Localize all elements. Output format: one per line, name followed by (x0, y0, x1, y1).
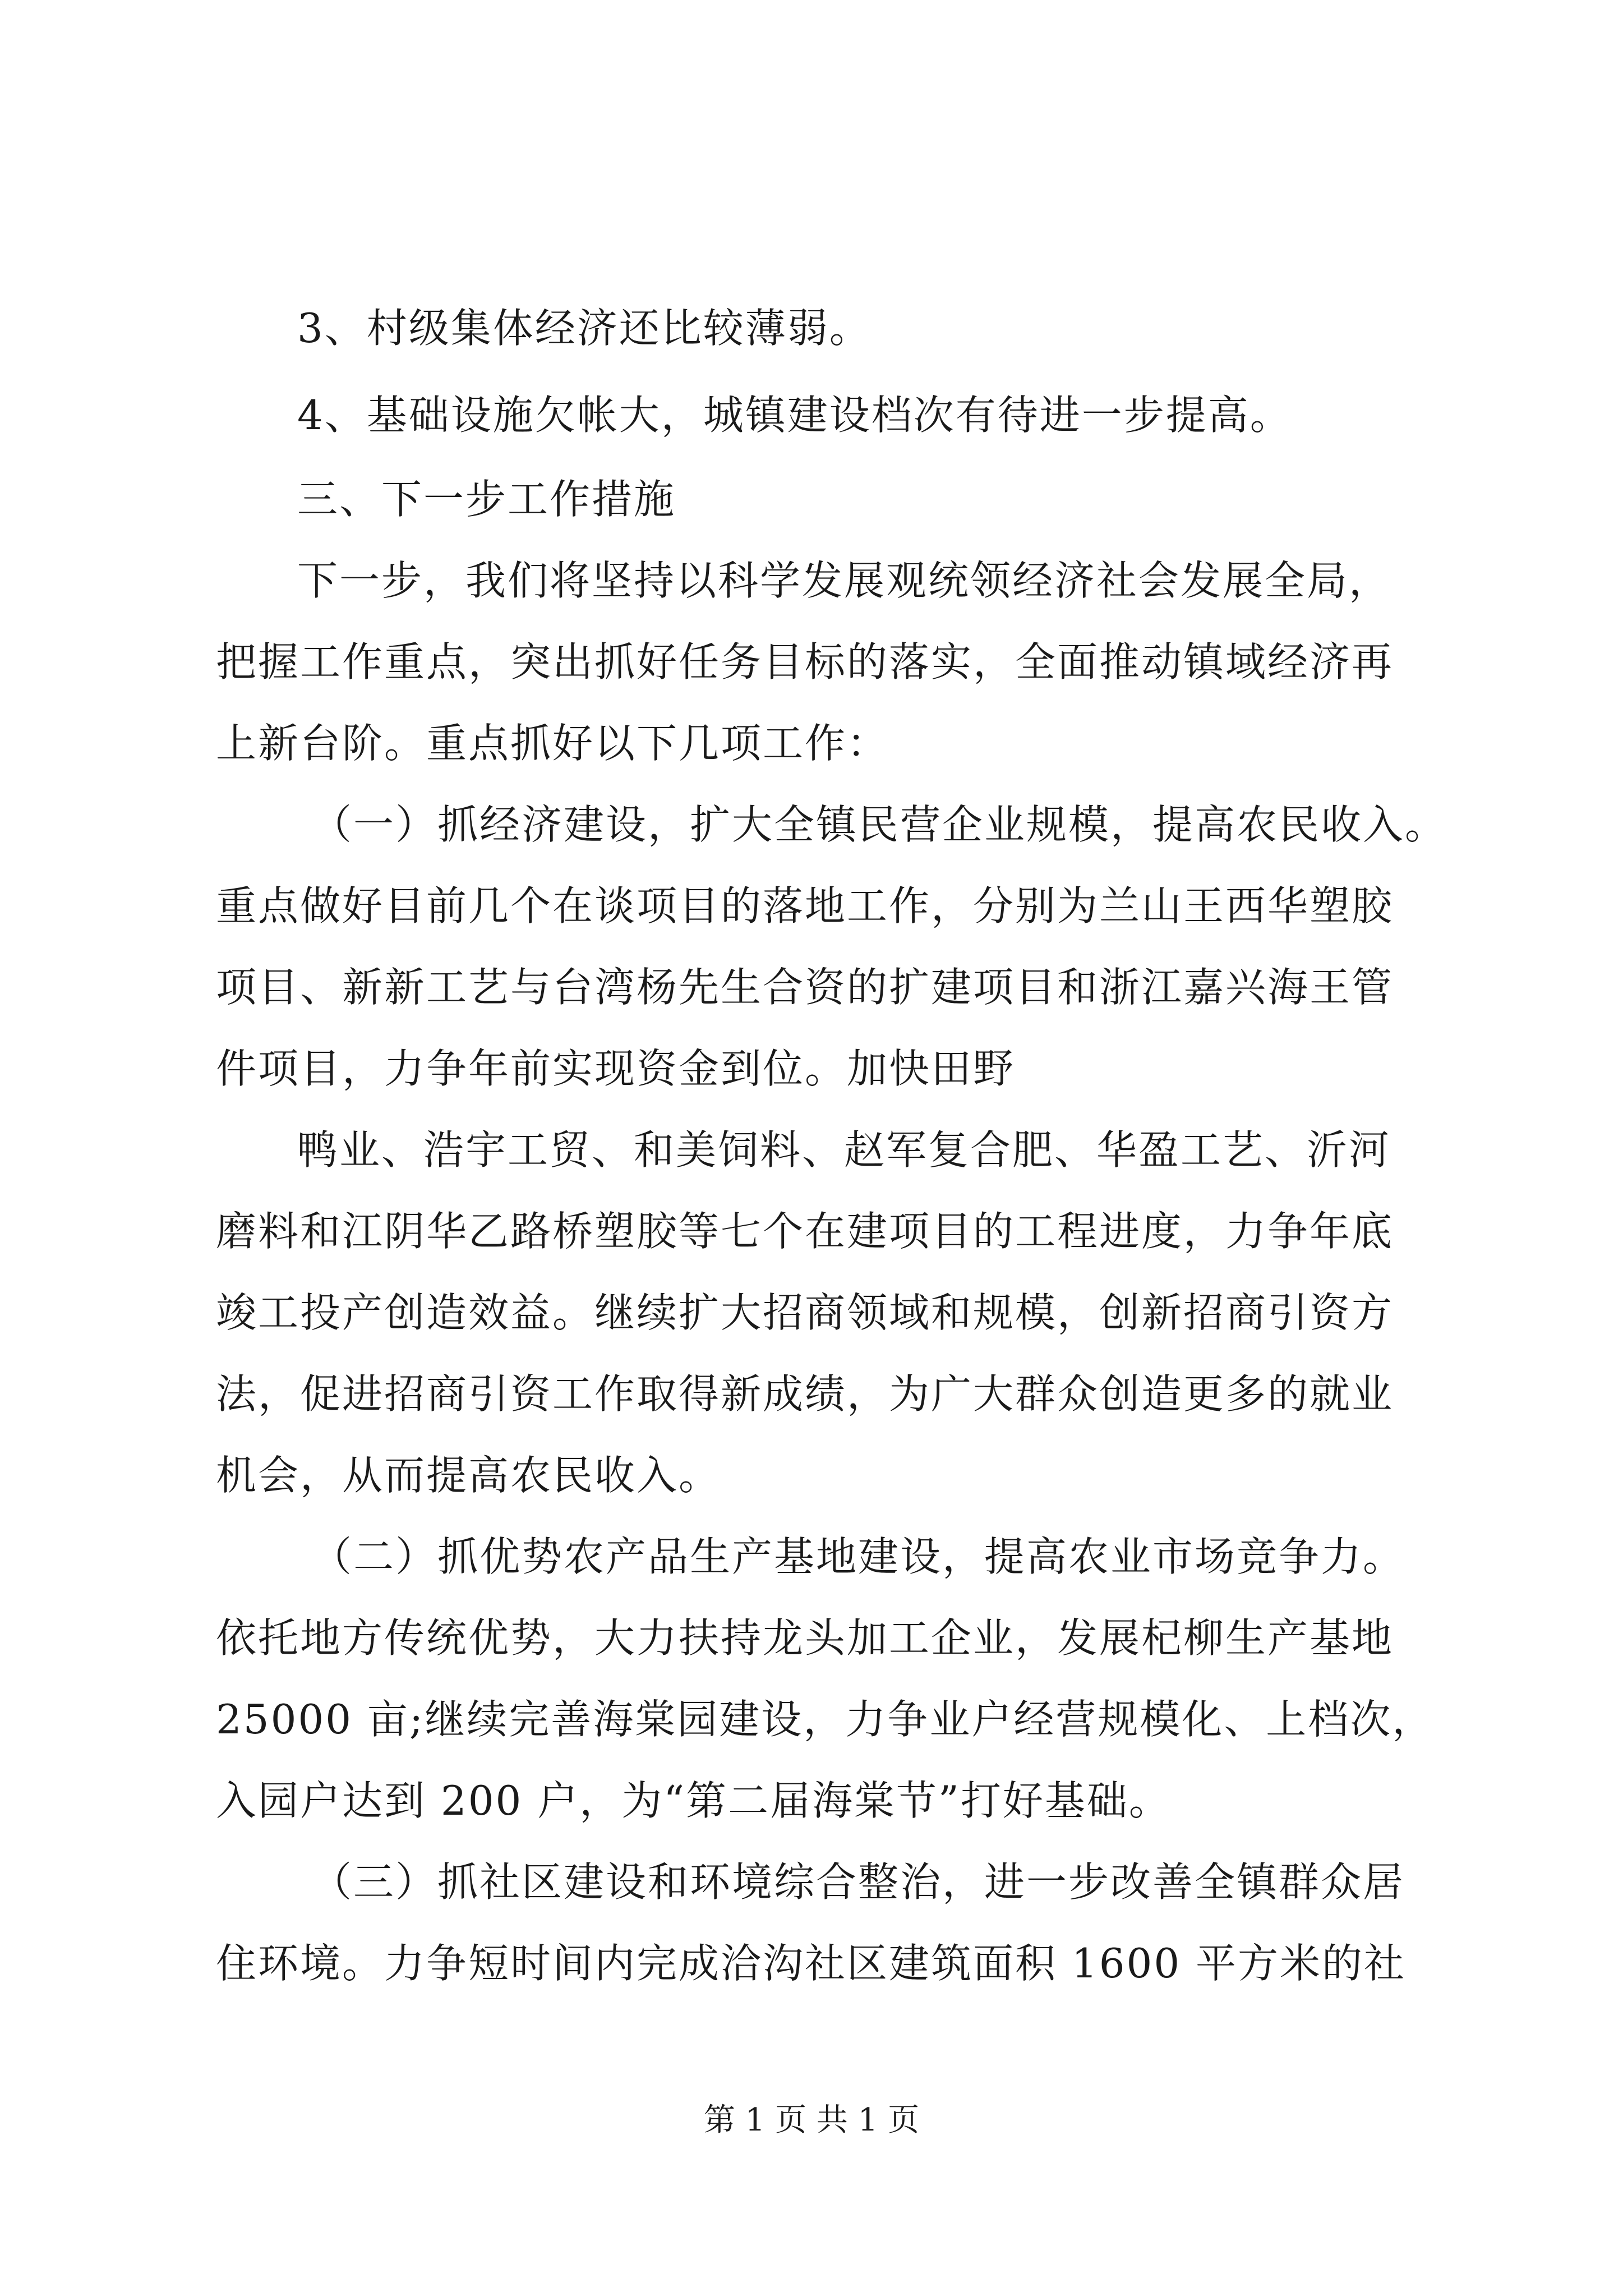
paragraph-line: 项目、新新工艺与台湾杨先生合资的扩建项目和浙江嘉兴海王管 (216, 964, 1394, 1011)
text-line-item-4: 4、基础设施欠帐大，城镇建设档次有待进一步提高。 (297, 392, 1292, 439)
paragraph-line: 磨料和江阴华乙路桥塑胶等七个在建项目的工程进度，力争年底 (216, 1208, 1394, 1255)
paragraph-line: 法，促进招商引资工作取得新成绩，为广大群众创造更多的就业 (216, 1370, 1394, 1418)
section-heading-next-steps: 三、下一步工作措施 (297, 476, 676, 523)
page-number-footer: 第 1 页 共 1 页 (703, 2102, 920, 2138)
paragraph-line: 件项目，力争年前实现资金到位。加快田野 (216, 1045, 1016, 1092)
paragraph-line: 依托地方传统优势，大力扶持龙头加工企业，发展杞柳生产基地 (216, 1614, 1394, 1662)
paragraph-line: 重点做好目前几个在谈项目的落地工作，分别为兰山王西华塑胶 (216, 882, 1394, 930)
subsection-heading-3: （三）抓社区建设和环境综合整治，进一步改善全镇群众居 (311, 1858, 1405, 1906)
paragraph-line: 入园户达到 200 户，为“第二届海棠节”打好基础。 (216, 1777, 1171, 1824)
paragraph-line: 竣工投产创造效益。继续扩大招商领域和规模，创新招商引资方 (216, 1289, 1394, 1336)
paragraph-line: 下一步，我们将坚持以科学发展观统领经济社会发展全局， (297, 557, 1391, 604)
paragraph-line: 把握工作重点，突出抓好任务目标的落实，全面推动镇域经济再 (216, 638, 1394, 685)
paragraph-line: 上新台阶。重点抓好以下几项工作： (216, 720, 889, 767)
paragraph-line: 鸭业、浩宇工贸、和美饲料、赵军复合肥、华盈工艺、沂河 (297, 1126, 1391, 1174)
paragraph-line: 住环境。力争短时间内完成洽沟社区建筑面积 1600 平方米的社 (216, 1940, 1407, 1987)
text-line-item-3: 3、村级集体经济还比较薄弱。 (297, 305, 872, 352)
subsection-heading-2: （二）抓优势农产品生产基地建设，提高农业市场竞争力。 (311, 1533, 1405, 1580)
paragraph-line: 机会，从而提高农民收入。 (216, 1452, 721, 1499)
subsection-heading-1: （一）抓经济建设，扩大全镇民营企业规模，提高农民收入。 (311, 801, 1447, 848)
paragraph-line: 25000 亩;继续完善海棠园建设，力争业户经营规模化、上档次， (216, 1696, 1435, 1743)
